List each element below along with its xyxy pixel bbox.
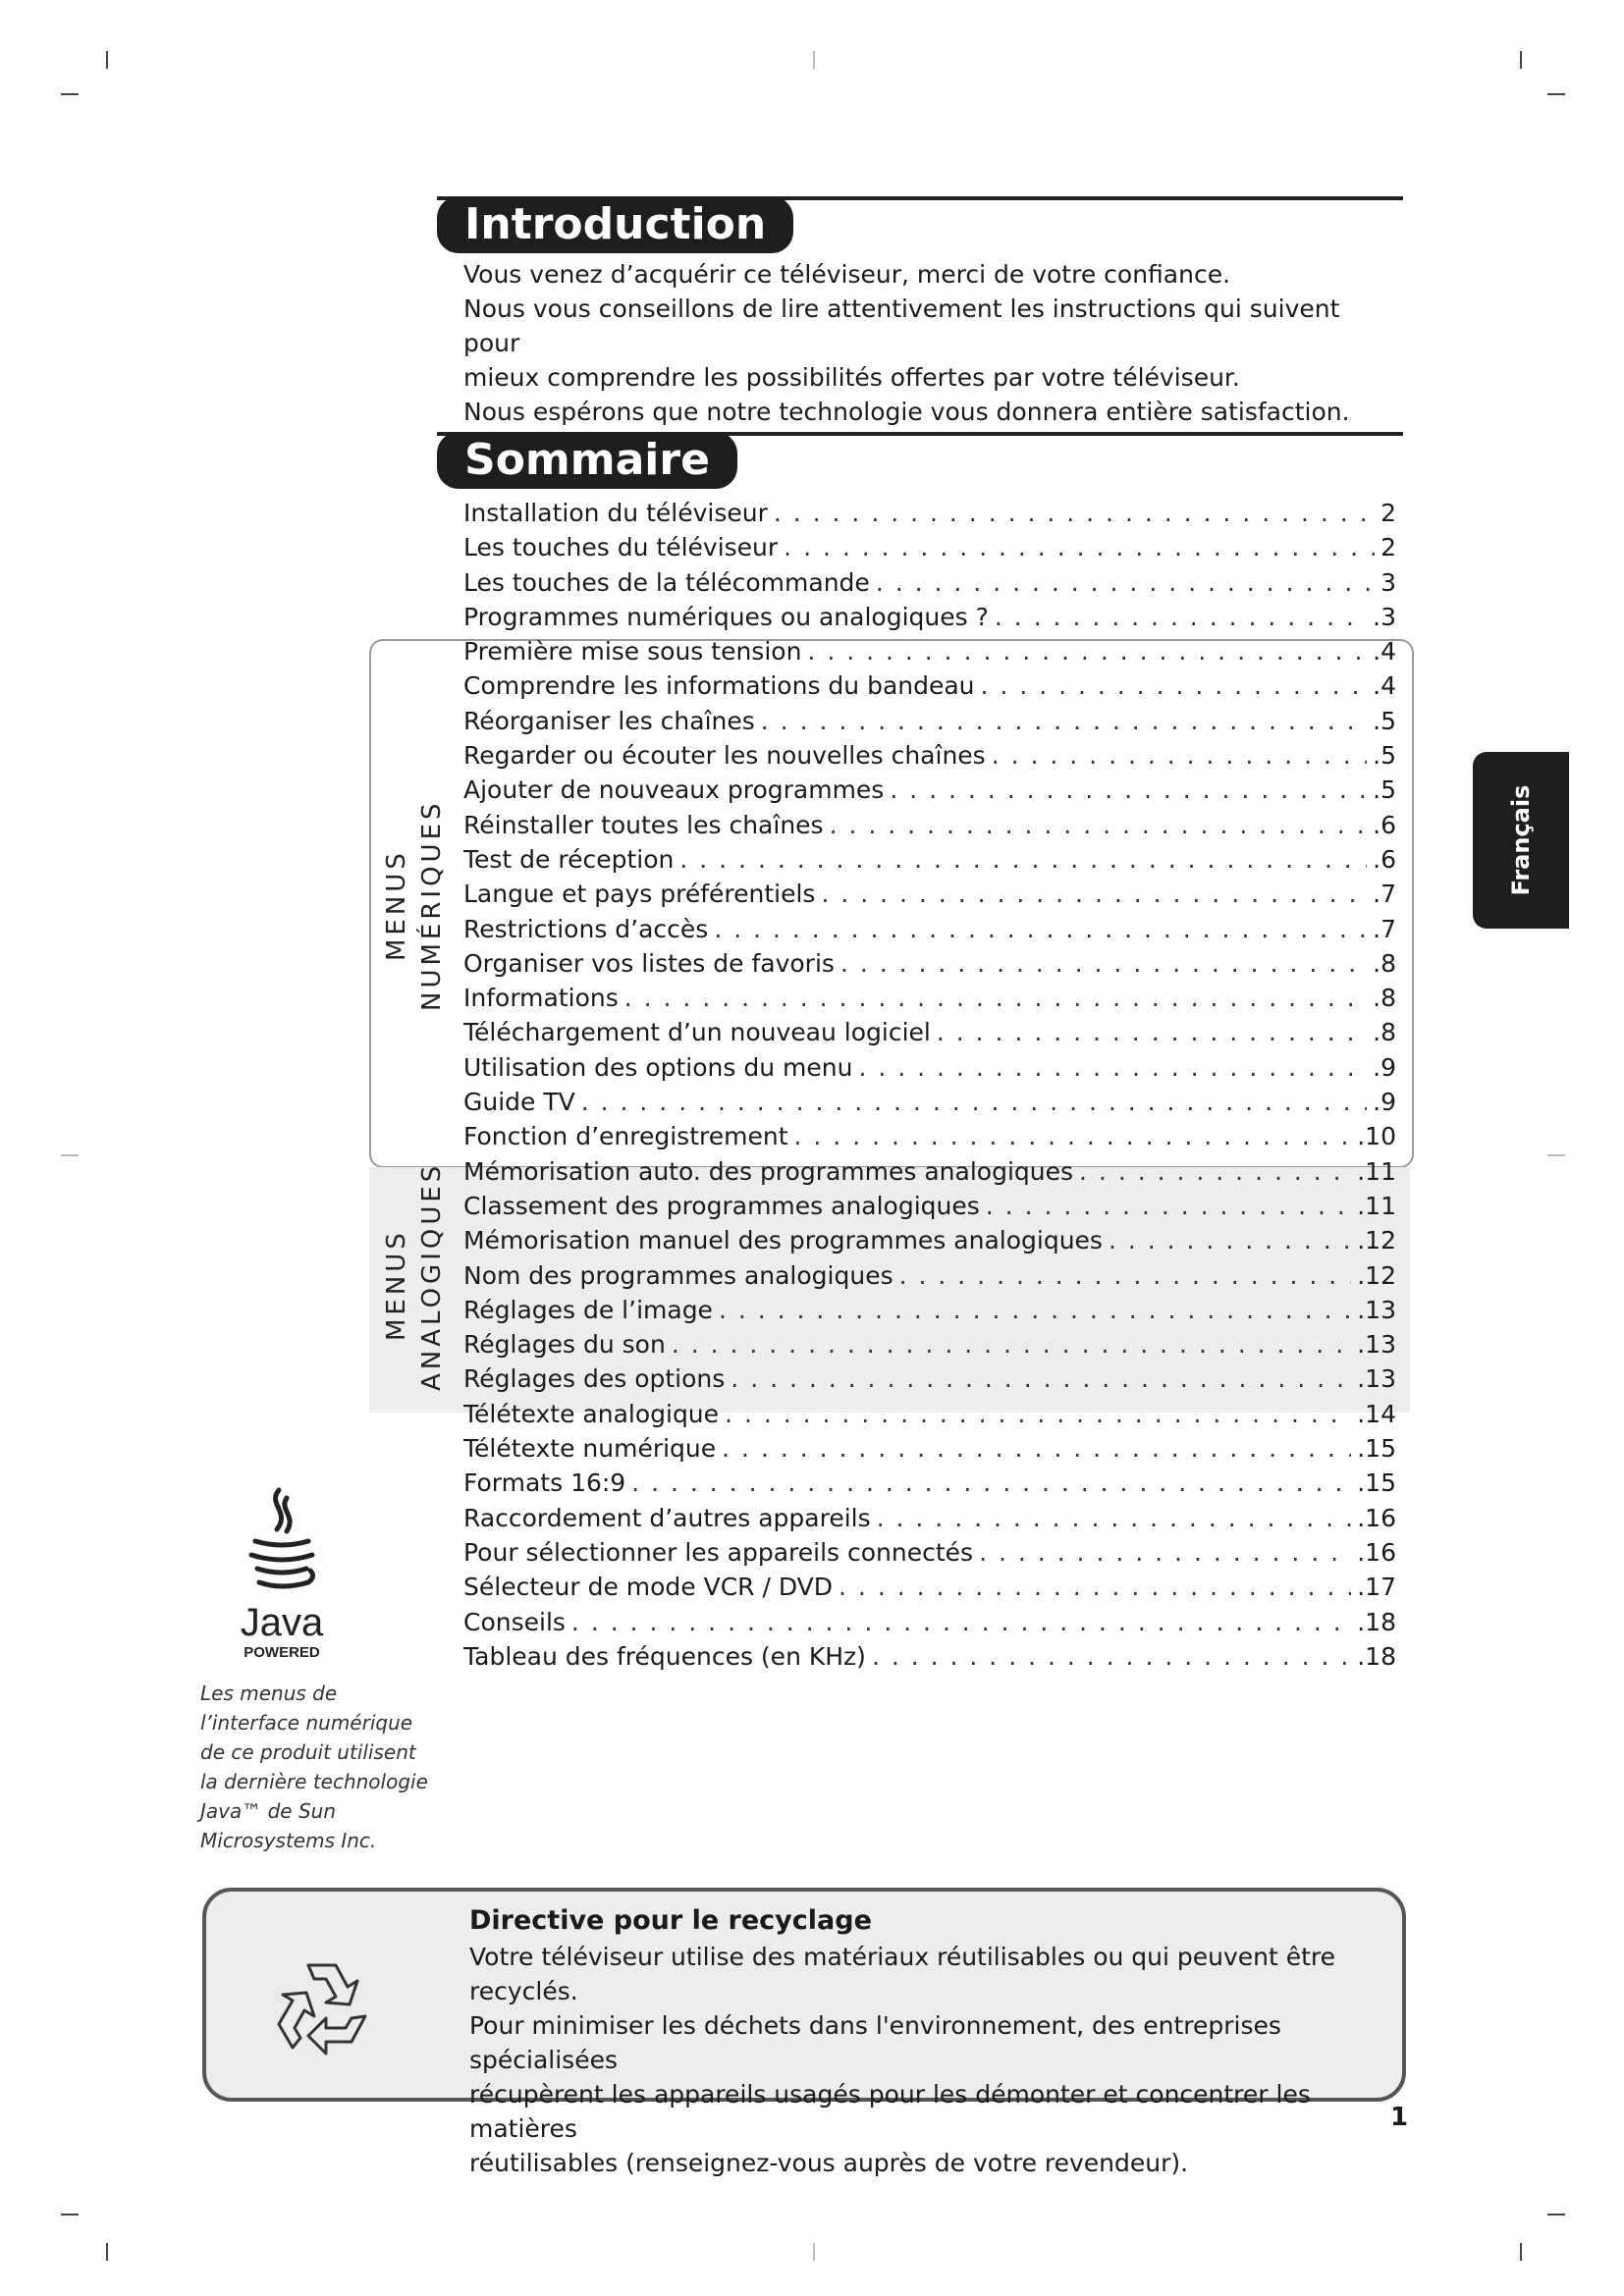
toc-leader-dots xyxy=(981,668,1368,703)
java-caption-line: Les menus de xyxy=(200,1682,338,1705)
toc-entry-page: .16 xyxy=(1357,1537,1396,1567)
toc-entry-title: Mémorisation manuel des programmes analogiques xyxy=(463,1226,1103,1255)
toc-entry-title: Restrictions d’accès xyxy=(463,914,709,943)
toc-entry-page: .5 xyxy=(1373,741,1396,771)
toc-entry-page: .11 xyxy=(1357,1191,1396,1220)
toc-entry-page: .3 xyxy=(1373,602,1396,631)
toc-entry-title: Mémorisation auto. des programmes analogiques xyxy=(463,1156,1074,1186)
toc-entry xyxy=(463,981,1396,1015)
toc-entry-page: .6 xyxy=(1373,844,1396,874)
toc-entry xyxy=(463,1050,1396,1085)
toc-entry-page: .5 xyxy=(1373,706,1396,735)
toc-leader-dots xyxy=(672,1327,1351,1362)
crop-mark xyxy=(106,51,108,69)
toc-entry-title: Installation du téléviseur xyxy=(463,499,768,527)
toc-entry-title: Guide TV xyxy=(463,1088,575,1117)
toc-entry xyxy=(463,1362,1396,1396)
java-logo-subtext: POWERED xyxy=(244,1644,320,1661)
toc-entry-page: 2 xyxy=(1380,533,1396,562)
toc-entry-page: .9 xyxy=(1373,1088,1396,1117)
toc-entry-title: Comprendre les informations du bandeau xyxy=(463,671,975,701)
analog-label-line: ANALOGIQUES xyxy=(417,1161,447,1391)
toc-entry xyxy=(463,1639,1396,1674)
toc-entry-title: Test de réception xyxy=(463,844,675,874)
java-caption-line: de ce produit utilisent xyxy=(200,1740,416,1764)
crop-mark xyxy=(61,1154,79,1156)
toc-leader-dots xyxy=(872,1639,1351,1674)
toc-leader-dots xyxy=(571,1605,1351,1639)
toc-entry-title: Informations xyxy=(463,984,619,1013)
toc-entry-title: Télétexte numérique xyxy=(463,1434,717,1464)
toc-entry-title: Regarder ou écouter les nouvelles chaînes xyxy=(463,741,986,771)
toc-leader-dots xyxy=(581,1085,1367,1119)
toc-entry xyxy=(463,1085,1396,1119)
toc-entry-title: Nom des programmes analogiques xyxy=(463,1260,893,1290)
toc-entry-title: Réorganiser les chaînes xyxy=(463,706,755,735)
toc-entry-title: Conseils xyxy=(463,1607,566,1636)
toc-entry-title: Formats 16:9 xyxy=(463,1468,626,1498)
toc-leader-dots xyxy=(876,565,1375,600)
toc-entry-page: .12 xyxy=(1357,1226,1396,1255)
toc-entry-title: Langue et pays préférentiels xyxy=(463,880,816,909)
analog-label-line: MENUS xyxy=(382,1229,411,1342)
toc-entry-page: .13 xyxy=(1357,1295,1396,1324)
language-tab-label: Français xyxy=(1507,784,1535,896)
toc-entry-page: .7 xyxy=(1373,914,1396,943)
toc-leader-dots xyxy=(807,634,1367,668)
toc-leader-dots xyxy=(992,738,1367,773)
toc-leader-dots xyxy=(821,877,1367,911)
toc-entry-title: Sélecteur de mode VCR / DVD xyxy=(463,1573,834,1602)
toc-entry xyxy=(463,912,1396,946)
cup-icon xyxy=(251,1541,312,1573)
crop-mark xyxy=(1547,1154,1565,1156)
toc-entry-page: .13 xyxy=(1357,1330,1396,1360)
toc-leader-dots xyxy=(1079,1154,1351,1189)
toc-leader-dots xyxy=(631,1466,1351,1500)
toc-leader-dots xyxy=(794,1119,1352,1153)
intro-line: Nous espérons que notre technologie vous donnera entière satisfaction. xyxy=(463,398,1350,426)
toc-entry xyxy=(463,1189,1396,1223)
toc-entry xyxy=(463,1605,1396,1639)
toc-heading: Sommaire xyxy=(437,432,737,489)
crop-mark xyxy=(813,51,815,69)
recycling-line: Pour minimiser les déchets dans l'environnement, des entreprises spécialisées xyxy=(469,2011,1281,2074)
toc-entry xyxy=(463,1223,1396,1257)
crop-mark xyxy=(106,2243,108,2261)
toc-entry-title: Réglages des options xyxy=(463,1364,726,1394)
toc-entry-page: .6 xyxy=(1373,810,1396,839)
toc-entry-title: Tableau des fréquences (en KHz) xyxy=(463,1641,866,1671)
page-number: 1 xyxy=(1390,2103,1409,2132)
toc-entry-page: .13 xyxy=(1357,1364,1396,1394)
java-logo-text: Java xyxy=(240,1601,324,1644)
toc-entry-page: .11 xyxy=(1357,1156,1396,1186)
toc-leader-dots xyxy=(774,496,1375,530)
toc-entry-title: Télétexte analogique xyxy=(463,1399,720,1428)
intro-line: mieux comprendre les possibilités offertes par votre téléviseur. xyxy=(463,363,1240,392)
recycling-title: Directive pour le recyclage xyxy=(469,1905,872,1936)
java-caption-line: Microsystems Inc. xyxy=(200,1829,377,1852)
toc-entry-title: Les touches de la télécommande xyxy=(463,567,870,597)
crop-mark xyxy=(1547,93,1565,95)
toc-entry-title: Téléchargement d’un nouveau logiciel xyxy=(463,1018,931,1047)
java-caption-line: Java™ de Sun xyxy=(200,1799,337,1823)
intro-line: Vous venez d’acquérir ce téléviseur, merci de votre confiance. xyxy=(463,260,1231,289)
toc-entry-title: Réglages de l’image xyxy=(463,1295,713,1324)
toc-entry xyxy=(463,565,1396,600)
toc-leader-dots xyxy=(877,1501,1352,1535)
java-caption-line: la dernière technologie xyxy=(200,1770,428,1793)
toc-entry-title: Ajouter de nouveaux programmes xyxy=(463,775,885,805)
crop-mark xyxy=(1520,51,1522,69)
toc-leader-dots xyxy=(1109,1223,1351,1257)
recycling-line: récupèrent les appareils usagés pour les démonter et concentrer les matières xyxy=(469,2080,1311,2143)
toc-entry-page: .8 xyxy=(1373,984,1396,1013)
toc-entry xyxy=(463,1570,1396,1604)
toc-entry xyxy=(463,773,1396,807)
java-caption-line: l’interface numérique xyxy=(200,1711,413,1735)
toc-leader-dots xyxy=(937,1015,1367,1049)
toc-leader-dots xyxy=(731,1362,1351,1396)
toc-entry-title: Fonction d’enregistrement xyxy=(463,1122,788,1151)
toc-entry xyxy=(463,496,1396,530)
numeric-menus-label xyxy=(379,797,450,1013)
toc-entry-page: .17 xyxy=(1357,1573,1396,1602)
toc-entry-title: Organiser vos listes de favoris xyxy=(463,948,835,978)
toc-entry xyxy=(463,668,1396,703)
recycling-line: Votre téléviseur utilise des matériaux réutilisables ou qui peuvent être recyclés. xyxy=(469,1943,1336,2005)
toc-leader-dots xyxy=(979,1535,1351,1570)
toc-entry-page: .18 xyxy=(1357,1641,1396,1671)
toc-entry-page: .15 xyxy=(1357,1468,1396,1498)
toc-leader-dots xyxy=(714,912,1367,946)
toc-entry xyxy=(463,1397,1396,1431)
analog-menus-label xyxy=(379,1161,450,1391)
recycling-line: réutilisables (renseignez-vous auprès de votre revendeur). xyxy=(469,2149,1189,2177)
crop-mark xyxy=(61,93,79,95)
toc-header xyxy=(437,432,1403,493)
toc-leader-dots xyxy=(761,704,1367,738)
toc-entry-page: .8 xyxy=(1373,1018,1396,1047)
intro-header xyxy=(437,196,1403,257)
toc-entry-title: Première mise sous tension xyxy=(463,637,802,667)
toc-entry-page: .5 xyxy=(1373,775,1396,805)
toc-entry-page: .15 xyxy=(1357,1434,1396,1464)
toc-entry xyxy=(463,1501,1396,1535)
recycling-text xyxy=(469,1902,1392,2180)
toc-entry-title: Programmes numériques ou analogiques ? xyxy=(463,602,989,631)
toc-entry-title: Raccordement d’autres appareils xyxy=(463,1503,871,1532)
table-of-contents xyxy=(463,496,1396,1674)
toc-entry xyxy=(463,1431,1396,1466)
toc-entry xyxy=(463,704,1396,738)
intro-heading: Introduction xyxy=(437,196,793,253)
java-caption xyxy=(200,1679,436,1855)
toc-entry-page: 2 xyxy=(1380,499,1396,527)
toc-entry-page: .4 xyxy=(1373,637,1396,667)
toc-entry-page: .4 xyxy=(1373,671,1396,701)
toc-entry-title: Utilisation des options du menu xyxy=(463,1052,853,1082)
toc-entry-title: Classement des programmes analogiques xyxy=(463,1191,980,1220)
toc-leader-dots xyxy=(725,1397,1351,1431)
toc-entry xyxy=(463,600,1396,634)
toc-entry-page: .16 xyxy=(1357,1503,1396,1532)
toc-leader-dots xyxy=(890,773,1367,807)
toc-entry-page: .8 xyxy=(1373,948,1396,978)
toc-leader-dots xyxy=(840,946,1367,981)
toc-entry xyxy=(463,1258,1396,1293)
toc-leader-dots xyxy=(719,1293,1351,1327)
toc-entry xyxy=(463,808,1396,842)
crop-mark xyxy=(813,2243,815,2261)
toc-entry xyxy=(463,1293,1396,1327)
toc-leader-dots xyxy=(839,1570,1351,1604)
toc-entry-title: Réglages du son xyxy=(463,1330,666,1360)
crop-mark xyxy=(1547,2214,1565,2216)
toc-entry-page: .12 xyxy=(1357,1260,1396,1290)
toc-entry-page: .18 xyxy=(1357,1607,1396,1636)
toc-leader-dots xyxy=(624,981,1367,1015)
toc-entry-page: .7 xyxy=(1373,880,1396,909)
toc-leader-dots xyxy=(679,842,1367,877)
toc-entry-title: Pour sélectionner les appareils connectés xyxy=(463,1537,974,1567)
toc-entry xyxy=(463,530,1396,564)
toc-entry xyxy=(463,946,1396,981)
steam-icon xyxy=(276,1490,291,1531)
toc-entry xyxy=(463,1154,1396,1189)
intro-text xyxy=(463,257,1386,429)
numeric-label-line: NUMÉRIQUES xyxy=(417,799,447,1011)
toc-entry-page: .9 xyxy=(1373,1052,1396,1082)
toc-leader-dots xyxy=(995,600,1367,634)
toc-leader-dots xyxy=(899,1258,1352,1293)
toc-entry xyxy=(463,1466,1396,1500)
toc-entry xyxy=(463,842,1396,877)
recycle-icon xyxy=(263,1953,381,2061)
toc-entry xyxy=(463,1327,1396,1362)
toc-entry-title: Les touches du téléviseur xyxy=(463,533,779,562)
java-logo xyxy=(228,1480,336,1667)
toc-leader-dots xyxy=(858,1050,1367,1085)
toc-entry xyxy=(463,877,1396,911)
toc-entry-page: 3 xyxy=(1380,567,1396,597)
crop-mark xyxy=(61,2214,79,2216)
language-tab xyxy=(1473,752,1569,929)
toc-entry xyxy=(463,738,1396,773)
toc-entry xyxy=(463,1535,1396,1570)
toc-entry xyxy=(463,1015,1396,1049)
numeric-label-line: MENUS xyxy=(382,849,411,961)
toc-leader-dots xyxy=(722,1431,1351,1466)
toc-leader-dots xyxy=(830,808,1368,842)
toc-entry xyxy=(463,1119,1396,1153)
intro-line: Nous vous conseillons de lire attentivement les instructions qui suivent pour xyxy=(463,294,1340,357)
toc-entry-title: Réinstaller toutes les chaînes xyxy=(463,810,824,839)
toc-entry xyxy=(463,634,1396,668)
toc-entry-page: .14 xyxy=(1357,1399,1396,1428)
toc-leader-dots xyxy=(986,1189,1351,1223)
toc-leader-dots xyxy=(784,530,1375,564)
toc-entry-page: .10 xyxy=(1357,1122,1396,1151)
crop-mark xyxy=(1520,2243,1522,2261)
